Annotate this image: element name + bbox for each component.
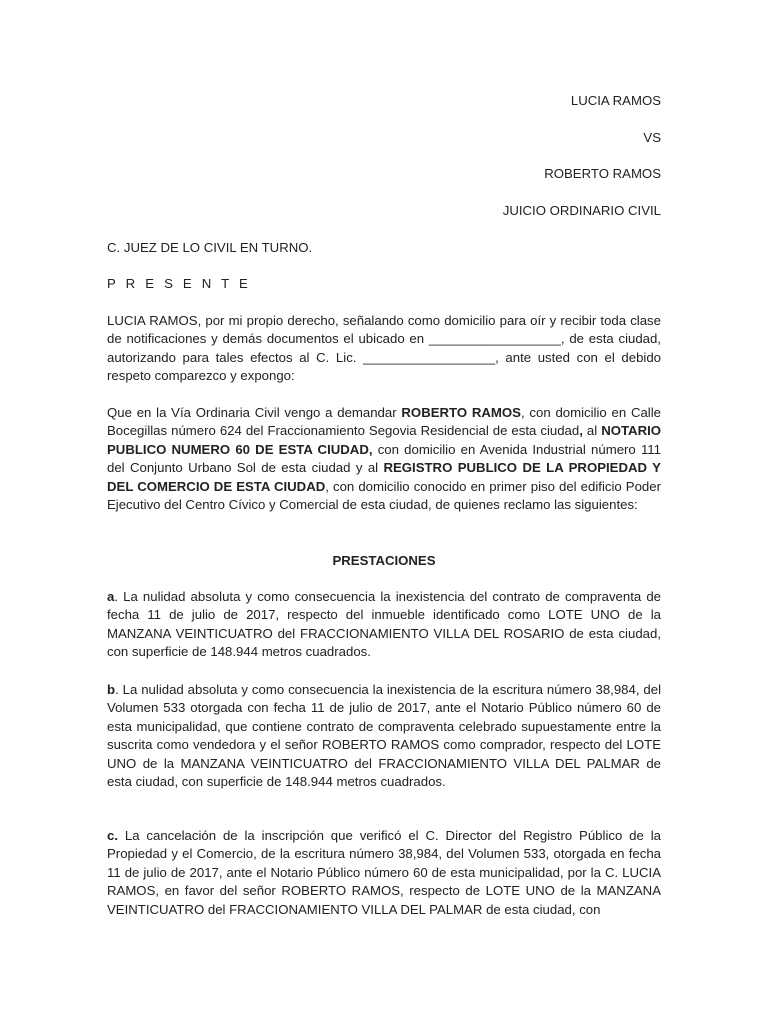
versus-label: VS <box>643 130 661 145</box>
item-b: b. La nulidad absoluta y como consecuencia la inexistencia de la escritura número 38,984, del Volumen 533 otorgada con fecha 11 de julio de 2017, ante el Notario Público número 60 de esta municipalidad, que contiene contrato de compraventa celebrado supuestamente entre la suscrita como vendedora y el señor ROBERTO RAMOS como comprador, respecto del LOTE UNO de la MANZANA VEINTICUATRO del FRACCIONAMIENTO VILLA DEL PALMAR de esta ciudad, con superficie de 148.944 metros cuadrados. <box>107 682 661 790</box>
item-a: a. La nulidad absoluta y como consecuencia la inexistencia del contrato de compraventa de fecha 11 de julio de 2017, respecto del inmueble identificado como LOTE UNO de la MANZANA VEINTICUATRO del FRACCIONAMIENTO VILLA DEL ROSARIO de esta ciudad, con superficie de 148.944 metros cuadrados. <box>107 589 661 660</box>
lawyer-blank: __________________ <box>363 349 496 365</box>
item-b-letter: b <box>107 682 116 697</box>
address-blank: __________________ <box>428 331 561 347</box>
registry-bold: REGISTRO PUBLICO DE LA PROPIEDAD Y DEL COMERCIO DE ESTA CIUDAD <box>107 460 661 494</box>
presente-heading: P R E S E N T E <box>107 276 252 291</box>
defendant-bold: ROBERTO RAMOS <box>401 405 521 420</box>
notary-bold: NOTARIO PUBLICO NUMERO 60 DE ESTA CIUDAD, <box>107 423 662 457</box>
case-type: JUICIO ORDINARIO CIVIL <box>502 203 661 218</box>
addressee: C. JUEZ DE LO CIVIL EN TURNO. <box>107 240 313 255</box>
demand-paragraph: Que en la Vía Ordinaria Civil vengo a demandar ROBERTO RAMOS, con domicilio en Calle Bocegillas número 624 del Fraccionamiento Segovia Residencial de esta ciudad, al NOTARIO PUBLICO NUMERO 60 DE ESTA CIUDAD, con domicilio en Avenida Industrial número 111 del Conjunto Urbano Sol de esta ciudad y al REGISTRO PUBLICO DE LA PROPIEDAD Y DEL COMERCIO DE ESTA CIUDAD, con domicilio conocido en primer piso del edificio Poder Ejecutivo del Centro Cívico y Comercial de esta ciudad, de quienes reclamo las siguientes: <box>107 405 662 513</box>
defendant-name: ROBERTO RAMOS <box>544 166 661 181</box>
plaintiff-name: LUCIA RAMOS <box>570 93 661 108</box>
item-c-letter: c. <box>107 828 118 843</box>
section-title: PRESTACIONES <box>332 553 436 568</box>
item-c: c. La cancelación de la inscripción que verificó el C. Director del Registro Público de la Propiedad y el Comercio, de la escritura número 38,984, del Volumen 533, otorgada en fecha 11 de julio de 2017, ante el Notario Público número 60 de esta municipalidad, por la C. LUCIA RAMOS, en favor del señor ROBERTO RAMOS, respecto de LOTE UNO de la MANZANA VEINTICUATRO del FRACCIONAMIENTO VILLA DEL PALMAR de esta ciudad, con <box>107 828 661 917</box>
intro-paragraph: LUCIA RAMOS, por mi propio derecho, señalando como domicilio para oír y recibir toda clase de notificaciones y demás documentos el ubicado en __________________, de esta ciudad, autorizando para tales efectos al C. Lic. __________________, ante usted con el debido respeto comparezco y expongo: <box>107 313 662 384</box>
item-a-letter: a <box>107 589 115 604</box>
